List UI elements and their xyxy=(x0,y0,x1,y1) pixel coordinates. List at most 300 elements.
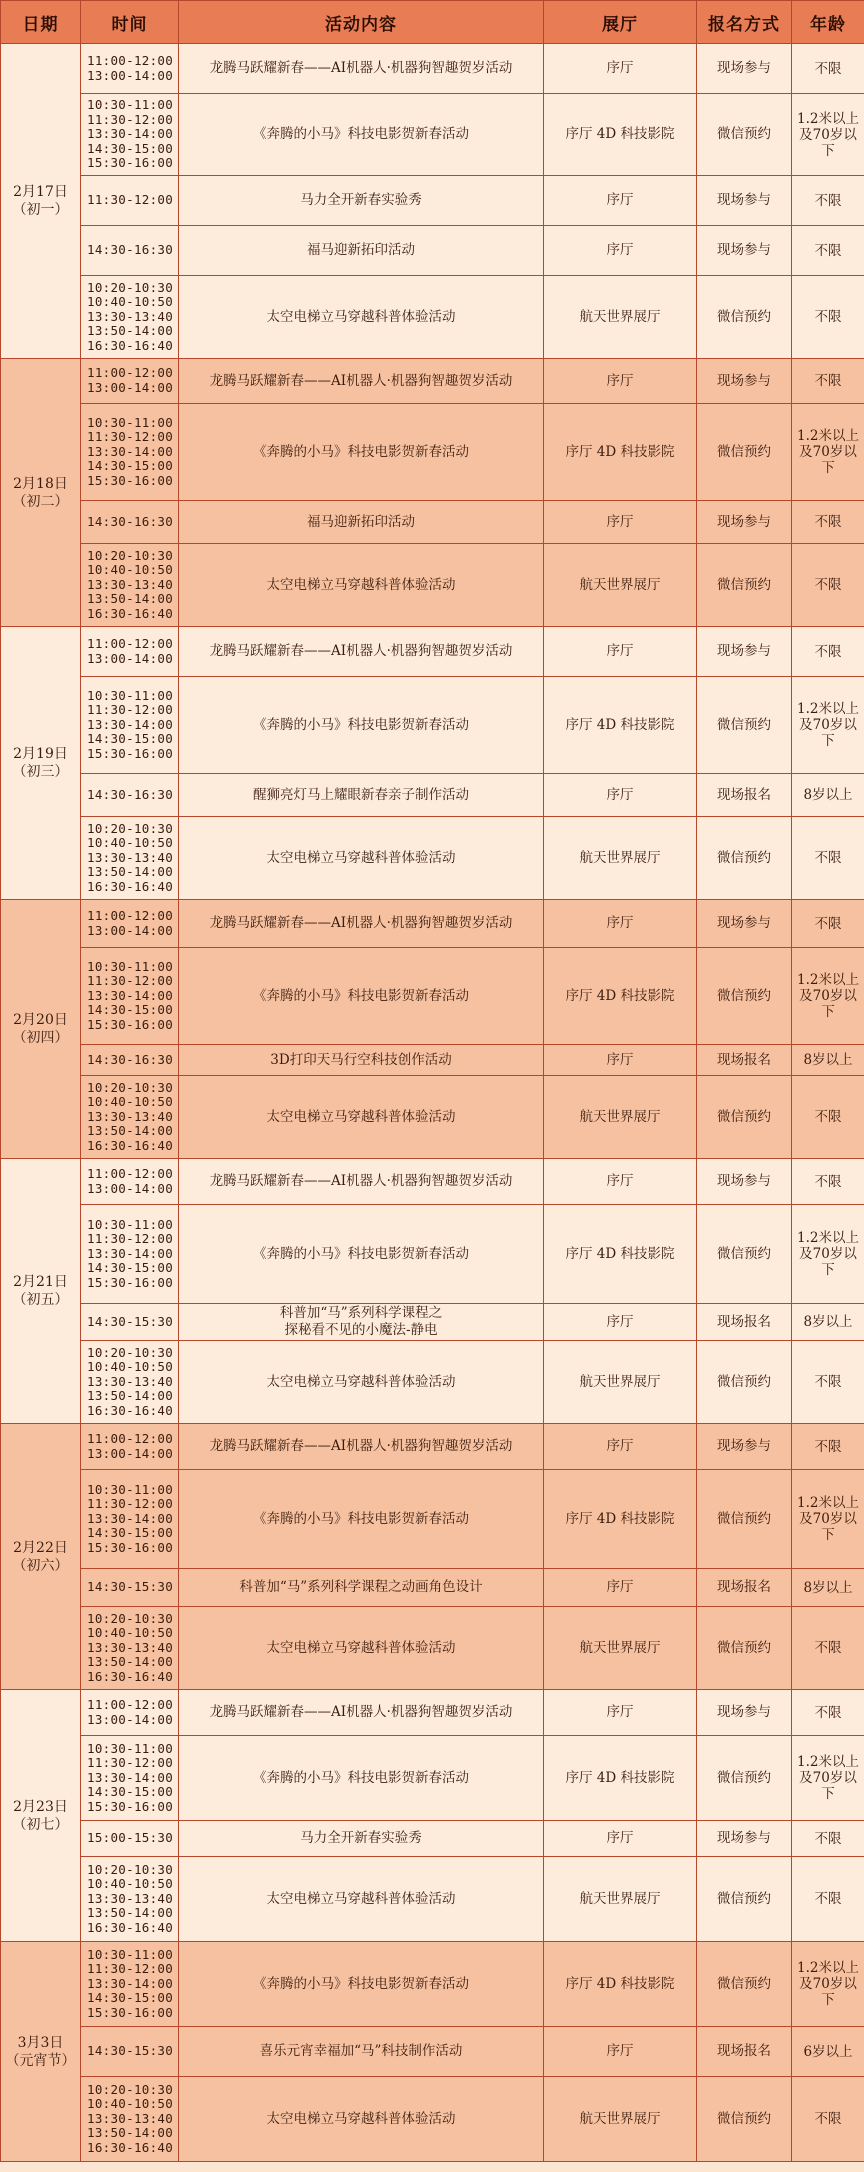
time-slot: 11:30-12:00 xyxy=(87,1496,174,1512)
age-line: 1.2米以上 xyxy=(797,701,859,717)
table-row xyxy=(1,1159,864,1205)
time-slot: 15:30-16:00 xyxy=(87,1539,174,1555)
activity-cell xyxy=(179,1470,544,1569)
time-slot: 14:30-16:30 xyxy=(87,513,174,529)
age-line: 不限 xyxy=(814,309,842,325)
time-slot: 13:30-14:00 xyxy=(87,716,174,732)
time-cell xyxy=(81,1045,179,1076)
time-slot: 11:00-12:00 xyxy=(87,907,174,923)
date-cell xyxy=(1,1424,81,1690)
time-slot: 11:00-12:00 xyxy=(87,1430,174,1446)
age-line: 不限 xyxy=(814,514,842,530)
activity-line: 《奔腾的小马》科技电影贺新春活动 xyxy=(253,716,469,733)
activity-line: 龙腾马跃耀新春——AI机器人·机器狗智趣贺岁活动 xyxy=(209,915,513,931)
time-slot: 11:30-12:00 xyxy=(87,702,174,718)
time-slot: 15:30-16:00 xyxy=(87,1274,174,1290)
header-row xyxy=(1,1,864,44)
time-slot: 11:00-12:00 xyxy=(87,1696,174,1712)
age-line: 不限 xyxy=(814,1109,842,1125)
time-slot: 11:30-12:00 xyxy=(87,429,174,445)
age-cell xyxy=(792,2077,864,2162)
time-slot: 10:40-10:50 xyxy=(87,835,174,851)
time-slot: 13:50-14:00 xyxy=(87,591,174,607)
table-row xyxy=(1,176,864,226)
time-slot: 13:30-13:40 xyxy=(87,308,174,324)
time-slot: 10:20-10:30 xyxy=(87,1079,174,1095)
time-slot: 13:50-14:00 xyxy=(87,323,174,339)
time-cell xyxy=(81,1821,179,1857)
activity-line: 福马迎新拓印活动 xyxy=(307,242,415,258)
activity-line: 科普加“马”系列科学课程之动画角色设计 xyxy=(239,1579,483,1595)
age-line: 及70岁以 xyxy=(799,1511,857,1527)
time-slot: 14:30-16:30 xyxy=(87,242,174,258)
time-slot: 14:30-15:00 xyxy=(87,1002,174,1018)
signup-cell: 现场参与 xyxy=(697,627,792,677)
age-cell xyxy=(792,501,864,544)
time-slot: 10:30-11:00 xyxy=(87,1946,174,1962)
signup-cell: 现场参与 xyxy=(697,900,792,948)
time-cell xyxy=(81,1076,179,1159)
activity-cell xyxy=(179,1304,544,1341)
time-slot: 13:30-14:00 xyxy=(87,1975,174,1991)
age-cell xyxy=(792,404,864,501)
table-row xyxy=(1,1736,864,1821)
age-line: 及70岁以 xyxy=(799,1246,857,1262)
hall-cell: 航天世界展厅 xyxy=(544,1607,697,1690)
date-cell xyxy=(1,1942,81,2162)
age-line: 下 xyxy=(821,1262,835,1278)
age-cell xyxy=(792,677,864,774)
hall-cell: 序厅 4D 科技影院 xyxy=(544,1470,697,1569)
table-body xyxy=(1,44,864,2162)
age-line: 下 xyxy=(821,460,835,476)
signup-cell: 现场报名 xyxy=(697,2027,792,2077)
time-slot: 14:30-16:30 xyxy=(87,1051,174,1067)
hall-cell: 序厅 4D 科技影院 xyxy=(544,1736,697,1821)
date-cell xyxy=(1,627,81,900)
hall-cell: 序厅 xyxy=(544,501,697,544)
activity-cell xyxy=(179,1205,544,1304)
time-slot: 16:30-16:40 xyxy=(87,1402,174,1418)
time-cell xyxy=(81,817,179,900)
table-row xyxy=(1,1607,864,1690)
time-slot: 13:30-14:00 xyxy=(87,1510,174,1526)
time-cell xyxy=(81,1569,179,1607)
time-slot: 13:30-13:40 xyxy=(87,576,174,592)
signup-cell: 微信预约 xyxy=(697,1205,792,1304)
activity-cell xyxy=(179,1607,544,1690)
age-line: 8岁以上 xyxy=(803,1579,853,1596)
signup-cell: 现场参与 xyxy=(697,359,792,404)
hall-cell: 航天世界展厅 xyxy=(544,817,697,900)
activity-cell xyxy=(179,627,544,677)
activity-line: 《奔腾的小马》科技电影贺新春活动 xyxy=(253,987,469,1004)
age-line: 不限 xyxy=(814,643,842,660)
time-cell xyxy=(81,404,179,501)
signup-cell: 微信预约 xyxy=(697,1942,792,2027)
time-slot: 11:30-12:00 xyxy=(87,973,174,989)
time-slot: 14:30-16:30 xyxy=(87,786,174,802)
activity-line: 马力全开新春实验秀 xyxy=(300,192,422,208)
date-line: 2月17日 xyxy=(13,184,68,200)
age-line: 1.2米以上 xyxy=(797,1230,859,1246)
time-slot: 15:30-16:00 xyxy=(87,1798,174,1814)
table-row xyxy=(1,501,864,544)
age-line: 不限 xyxy=(814,577,842,593)
time-cell xyxy=(81,900,179,948)
date-line: 2月19日 xyxy=(13,746,68,762)
time-slot: 11:30-12:00 xyxy=(87,111,174,127)
signup-cell: 现场报名 xyxy=(697,1569,792,1607)
time-slot: 11:00-12:00 xyxy=(87,52,174,68)
table-row xyxy=(1,404,864,501)
header-signup: 报名方式 xyxy=(697,1,792,44)
time-slot: 13:30-14:00 xyxy=(87,1245,174,1261)
time-cell xyxy=(81,2077,179,2162)
age-cell xyxy=(792,2027,864,2077)
activity-cell xyxy=(179,817,544,900)
time-slot: 10:20-10:30 xyxy=(87,1344,174,1360)
time-slot: 13:50-14:00 xyxy=(87,1388,174,1404)
age-cell xyxy=(792,176,864,226)
hall-cell: 序厅 xyxy=(544,774,697,817)
activity-cell xyxy=(179,677,544,774)
hall-cell: 序厅 xyxy=(544,1304,697,1341)
signup-cell: 现场参与 xyxy=(697,226,792,276)
signup-cell: 微信预约 xyxy=(697,677,792,774)
table-row xyxy=(1,1470,864,1569)
time-slot: 15:30-16:00 xyxy=(87,1016,174,1032)
activity-cell xyxy=(179,1821,544,1857)
time-cell xyxy=(81,1690,179,1736)
activity-line: 龙腾马跃耀新春——AI机器人·机器狗智趣贺岁活动 xyxy=(209,643,513,659)
age-cell xyxy=(792,1205,864,1304)
activity-cell xyxy=(179,1159,544,1205)
time-slot: 10:20-10:30 xyxy=(87,1610,174,1626)
signup-cell: 微信预约 xyxy=(697,1076,792,1159)
time-cell xyxy=(81,359,179,404)
age-line: 及70岁以 xyxy=(799,1976,857,1992)
activity-cell xyxy=(179,1942,544,2027)
hall-cell: 序厅 4D 科技影院 xyxy=(544,404,697,501)
age-line: 8岁以上 xyxy=(803,1314,853,1330)
activity-cell xyxy=(179,2027,544,2077)
activity-cell xyxy=(179,1341,544,1424)
date-line: （初六） xyxy=(12,1557,69,1574)
activity-cell xyxy=(179,1424,544,1470)
age-cell xyxy=(792,1470,864,1569)
time-cell xyxy=(81,276,179,359)
activity-cell xyxy=(179,948,544,1045)
time-slot: 14:30-15:00 xyxy=(87,1784,174,1800)
header-date: 日期 xyxy=(1,1,81,44)
activity-line: 龙腾马跃耀新春——AI机器人·机器狗智趣贺岁活动 xyxy=(209,1704,513,1720)
age-line: 及70岁以 xyxy=(799,1770,857,1786)
date-line: 2月22日 xyxy=(13,1539,68,1556)
time-slot: 10:40-10:50 xyxy=(87,1359,174,1375)
signup-cell: 现场参与 xyxy=(697,501,792,544)
time-slot: 13:00-14:00 xyxy=(87,1445,174,1461)
time-slot: 11:30-12:00 xyxy=(87,192,174,208)
time-slot: 11:30-12:00 xyxy=(87,1755,174,1771)
time-slot: 11:30-12:00 xyxy=(87,1961,174,1977)
signup-cell: 微信预约 xyxy=(697,276,792,359)
age-cell xyxy=(792,1942,864,2027)
hall-cell: 航天世界展厅 xyxy=(544,1341,697,1424)
table-row xyxy=(1,1821,864,1857)
age-line: 下 xyxy=(821,733,835,749)
signup-cell: 现场参与 xyxy=(697,44,792,94)
age-cell xyxy=(792,817,864,900)
activity-line: 太空电梯立马穿越科普体验活动 xyxy=(266,308,456,325)
time-slot: 14:30-15:30 xyxy=(87,2043,174,2059)
table-row xyxy=(1,226,864,276)
activity-line: 福马迎新拓印活动 xyxy=(307,513,415,530)
time-slot: 13:30-13:40 xyxy=(87,2110,174,2126)
time-slot: 13:30-14:00 xyxy=(87,987,174,1003)
age-line: 不限 xyxy=(814,242,842,259)
activity-line: 太空电梯立马穿越科普体验活动 xyxy=(266,849,456,866)
activity-cell xyxy=(179,1076,544,1159)
time-slot: 13:00-14:00 xyxy=(87,380,174,395)
hall-cell: 序厅 4D 科技影院 xyxy=(544,948,697,1045)
time-slot: 13:30-13:40 xyxy=(87,1890,174,1906)
table-row xyxy=(1,44,864,94)
signup-cell: 现场参与 xyxy=(697,1821,792,1857)
time-slot: 10:30-11:00 xyxy=(87,97,174,113)
age-cell xyxy=(792,1341,864,1424)
activity-cell xyxy=(179,2077,544,2162)
time-slot: 10:40-10:50 xyxy=(87,1094,174,1110)
signup-cell: 现场报名 xyxy=(697,774,792,817)
table-row xyxy=(1,94,864,176)
table-row xyxy=(1,1205,864,1304)
table-row xyxy=(1,1569,864,1607)
date-line: （初七） xyxy=(12,1816,69,1833)
time-cell xyxy=(81,1607,179,1690)
hall-cell: 序厅 xyxy=(544,2027,697,2077)
time-slot: 10:30-11:00 xyxy=(87,1481,174,1497)
age-cell xyxy=(792,1736,864,1821)
hall-cell: 序厅 xyxy=(544,359,697,404)
time-slot: 10:40-10:50 xyxy=(87,2096,174,2112)
activity-line: 马力全开新春实验秀 xyxy=(300,1830,422,1846)
time-slot: 15:30-16:00 xyxy=(87,745,174,761)
time-slot: 10:30-11:00 xyxy=(87,958,174,974)
table-row xyxy=(1,1076,864,1159)
hall-cell: 序厅 xyxy=(544,627,697,677)
age-line: 不限 xyxy=(814,2111,842,2127)
time-slot: 16:30-16:40 xyxy=(87,1919,174,1935)
age-line: 1.2米以上 xyxy=(797,972,859,988)
age-cell xyxy=(792,948,864,1045)
hall-cell: 序厅 xyxy=(544,1424,697,1470)
age-cell xyxy=(792,1045,864,1076)
age-cell xyxy=(792,1857,864,1942)
time-slot: 10:40-10:50 xyxy=(87,562,174,578)
time-cell xyxy=(81,774,179,817)
age-line: 不限 xyxy=(814,915,842,932)
time-cell xyxy=(81,94,179,176)
age-line: 8岁以上 xyxy=(803,1052,853,1068)
age-cell xyxy=(792,94,864,176)
date-line: （初一） xyxy=(12,202,69,218)
hall-cell: 序厅 xyxy=(544,1045,697,1076)
signup-cell: 微信预约 xyxy=(697,544,792,627)
table-row xyxy=(1,1942,864,2027)
signup-cell: 微信预约 xyxy=(697,1857,792,1942)
time-slot: 16:30-16:40 xyxy=(87,878,174,894)
time-cell xyxy=(81,1857,179,1942)
date-line: 2月23日 xyxy=(13,1798,68,1815)
time-slot: 15:00-15:30 xyxy=(87,1830,174,1846)
signup-cell: 现场参与 xyxy=(697,1159,792,1205)
age-cell xyxy=(792,1076,864,1159)
hall-cell: 航天世界展厅 xyxy=(544,1857,697,1942)
hall-cell: 序厅 4D 科技影院 xyxy=(544,1205,697,1304)
age-line: 不限 xyxy=(814,192,842,209)
hall-cell: 序厅 xyxy=(544,176,697,226)
activity-cell xyxy=(179,44,544,94)
table-header xyxy=(1,1,864,44)
activity-cell xyxy=(179,544,544,627)
signup-cell: 现场参与 xyxy=(697,176,792,226)
time-slot: 14:30-15:00 xyxy=(87,1525,174,1541)
time-slot: 16:30-16:40 xyxy=(87,1668,174,1684)
table-row xyxy=(1,1341,864,1424)
date-line: （初四） xyxy=(12,1030,69,1046)
activity-line: 太空电梯立马穿越科普体验活动 xyxy=(266,1890,456,1907)
signup-cell: 微信预约 xyxy=(697,1470,792,1569)
time-cell xyxy=(81,948,179,1045)
hall-cell: 序厅 xyxy=(544,44,697,94)
time-cell xyxy=(81,2027,179,2077)
time-slot: 14:30-15:00 xyxy=(87,731,174,747)
time-cell xyxy=(81,1341,179,1424)
signup-cell: 微信预约 xyxy=(697,94,792,176)
table-row xyxy=(1,1690,864,1736)
hall-cell: 序厅 xyxy=(544,226,697,276)
age-line: 及70岁以 xyxy=(799,126,857,143)
age-line: 下 xyxy=(821,1786,835,1802)
time-cell xyxy=(81,627,179,677)
signup-cell: 现场参与 xyxy=(697,1690,792,1736)
activity-line: 太空电梯立马穿越科普体验活动 xyxy=(266,1108,456,1125)
time-cell xyxy=(81,1304,179,1341)
time-cell xyxy=(81,1736,179,1821)
time-cell xyxy=(81,1942,179,2027)
age-cell xyxy=(792,1690,864,1736)
activity-line: 醒狮亮灯马上耀眼新春亲子制作活动 xyxy=(253,786,469,803)
activity-line: 太空电梯立马穿越科普体验活动 xyxy=(266,1373,456,1390)
time-slot: 10:30-11:00 xyxy=(87,1216,174,1232)
age-line: 1.2米以上 xyxy=(797,1754,859,1770)
activity-line: 《奔腾的小马》科技电影贺新春活动 xyxy=(253,1510,469,1527)
activity-line: 《奔腾的小马》科技电影贺新春活动 xyxy=(253,443,469,460)
date-line: （初五） xyxy=(12,1292,69,1308)
signup-cell: 微信预约 xyxy=(697,948,792,1045)
age-line: 8岁以上 xyxy=(803,787,853,803)
age-line: 6岁以上 xyxy=(803,2043,853,2060)
date-cell xyxy=(1,1159,81,1424)
table-row xyxy=(1,627,864,677)
activity-cell xyxy=(179,501,544,544)
activity-line: 喜乐元宵幸福加“马”科技制作活动 xyxy=(259,2043,463,2059)
time-cell xyxy=(81,544,179,627)
time-slot: 10:40-10:50 xyxy=(87,1625,174,1641)
age-line: 不限 xyxy=(814,60,842,77)
activity-cell xyxy=(179,900,544,948)
date-line: （初三） xyxy=(12,764,69,780)
age-line: 下 xyxy=(821,142,835,159)
header-time: 时间 xyxy=(81,1,179,44)
time-slot: 13:00-14:00 xyxy=(87,650,174,666)
age-cell xyxy=(792,544,864,627)
age-line: 不限 xyxy=(814,1830,842,1847)
age-cell xyxy=(792,1821,864,1857)
table-row xyxy=(1,1304,864,1341)
age-cell xyxy=(792,1569,864,1607)
activity-line: 龙腾马跃耀新春——AI机器人·机器狗智趣贺岁活动 xyxy=(209,60,513,76)
time-slot: 14:30-15:00 xyxy=(87,458,174,474)
activity-line: 太空电梯立马穿越科普体验活动 xyxy=(266,1639,456,1656)
table-row xyxy=(1,544,864,627)
age-line: 1.2米以上 xyxy=(797,1495,859,1511)
time-slot: 13:30-13:40 xyxy=(87,1108,174,1124)
date-cell xyxy=(1,900,81,1159)
table-row xyxy=(1,276,864,359)
time-slot: 13:30-13:40 xyxy=(87,1373,174,1389)
activity-line: 探秘看不见的小魔法-静电 xyxy=(284,1322,438,1338)
age-line: 下 xyxy=(821,1992,835,2008)
time-slot: 10:20-10:30 xyxy=(87,1861,174,1877)
signup-cell: 微信预约 xyxy=(697,404,792,501)
header-hall: 展厅 xyxy=(544,1,697,44)
time-slot: 14:30-15:30 xyxy=(87,1313,174,1329)
activity-line: 科普加“马”系列科学课程之 xyxy=(279,1305,443,1321)
table-row xyxy=(1,1424,864,1470)
date-line: （初二） xyxy=(12,493,69,510)
hall-cell: 序厅 4D 科技影院 xyxy=(544,1942,697,2027)
age-cell xyxy=(792,1424,864,1470)
age-line: 不限 xyxy=(814,1438,842,1455)
time-slot: 13:30-14:00 xyxy=(87,443,174,459)
table-row xyxy=(1,359,864,404)
table-row xyxy=(1,817,864,900)
activity-cell xyxy=(179,774,544,817)
time-slot: 16:30-16:40 xyxy=(87,2139,174,2155)
time-slot: 14:30-15:00 xyxy=(87,140,174,156)
activity-cell xyxy=(179,1857,544,1942)
time-slot: 13:50-14:00 xyxy=(87,1654,174,1670)
time-cell xyxy=(81,1205,179,1304)
activity-cell xyxy=(179,1736,544,1821)
time-slot: 11:00-12:00 xyxy=(87,365,174,381)
time-cell xyxy=(81,677,179,774)
time-slot: 14:30-15:00 xyxy=(87,1990,174,2006)
table-row xyxy=(1,774,864,817)
age-cell xyxy=(792,900,864,948)
time-slot: 10:30-11:00 xyxy=(87,687,174,703)
time-slot: 15:30-16:00 xyxy=(87,155,174,171)
age-cell xyxy=(792,1304,864,1341)
age-line: 不限 xyxy=(814,1173,842,1190)
date-line: 2月21日 xyxy=(13,1274,68,1290)
time-slot: 11:00-12:00 xyxy=(87,635,174,651)
activity-line: 龙腾马跃耀新春——AI机器人·机器狗智趣贺岁活动 xyxy=(209,372,513,389)
age-cell xyxy=(792,774,864,817)
time-cell xyxy=(81,1424,179,1470)
